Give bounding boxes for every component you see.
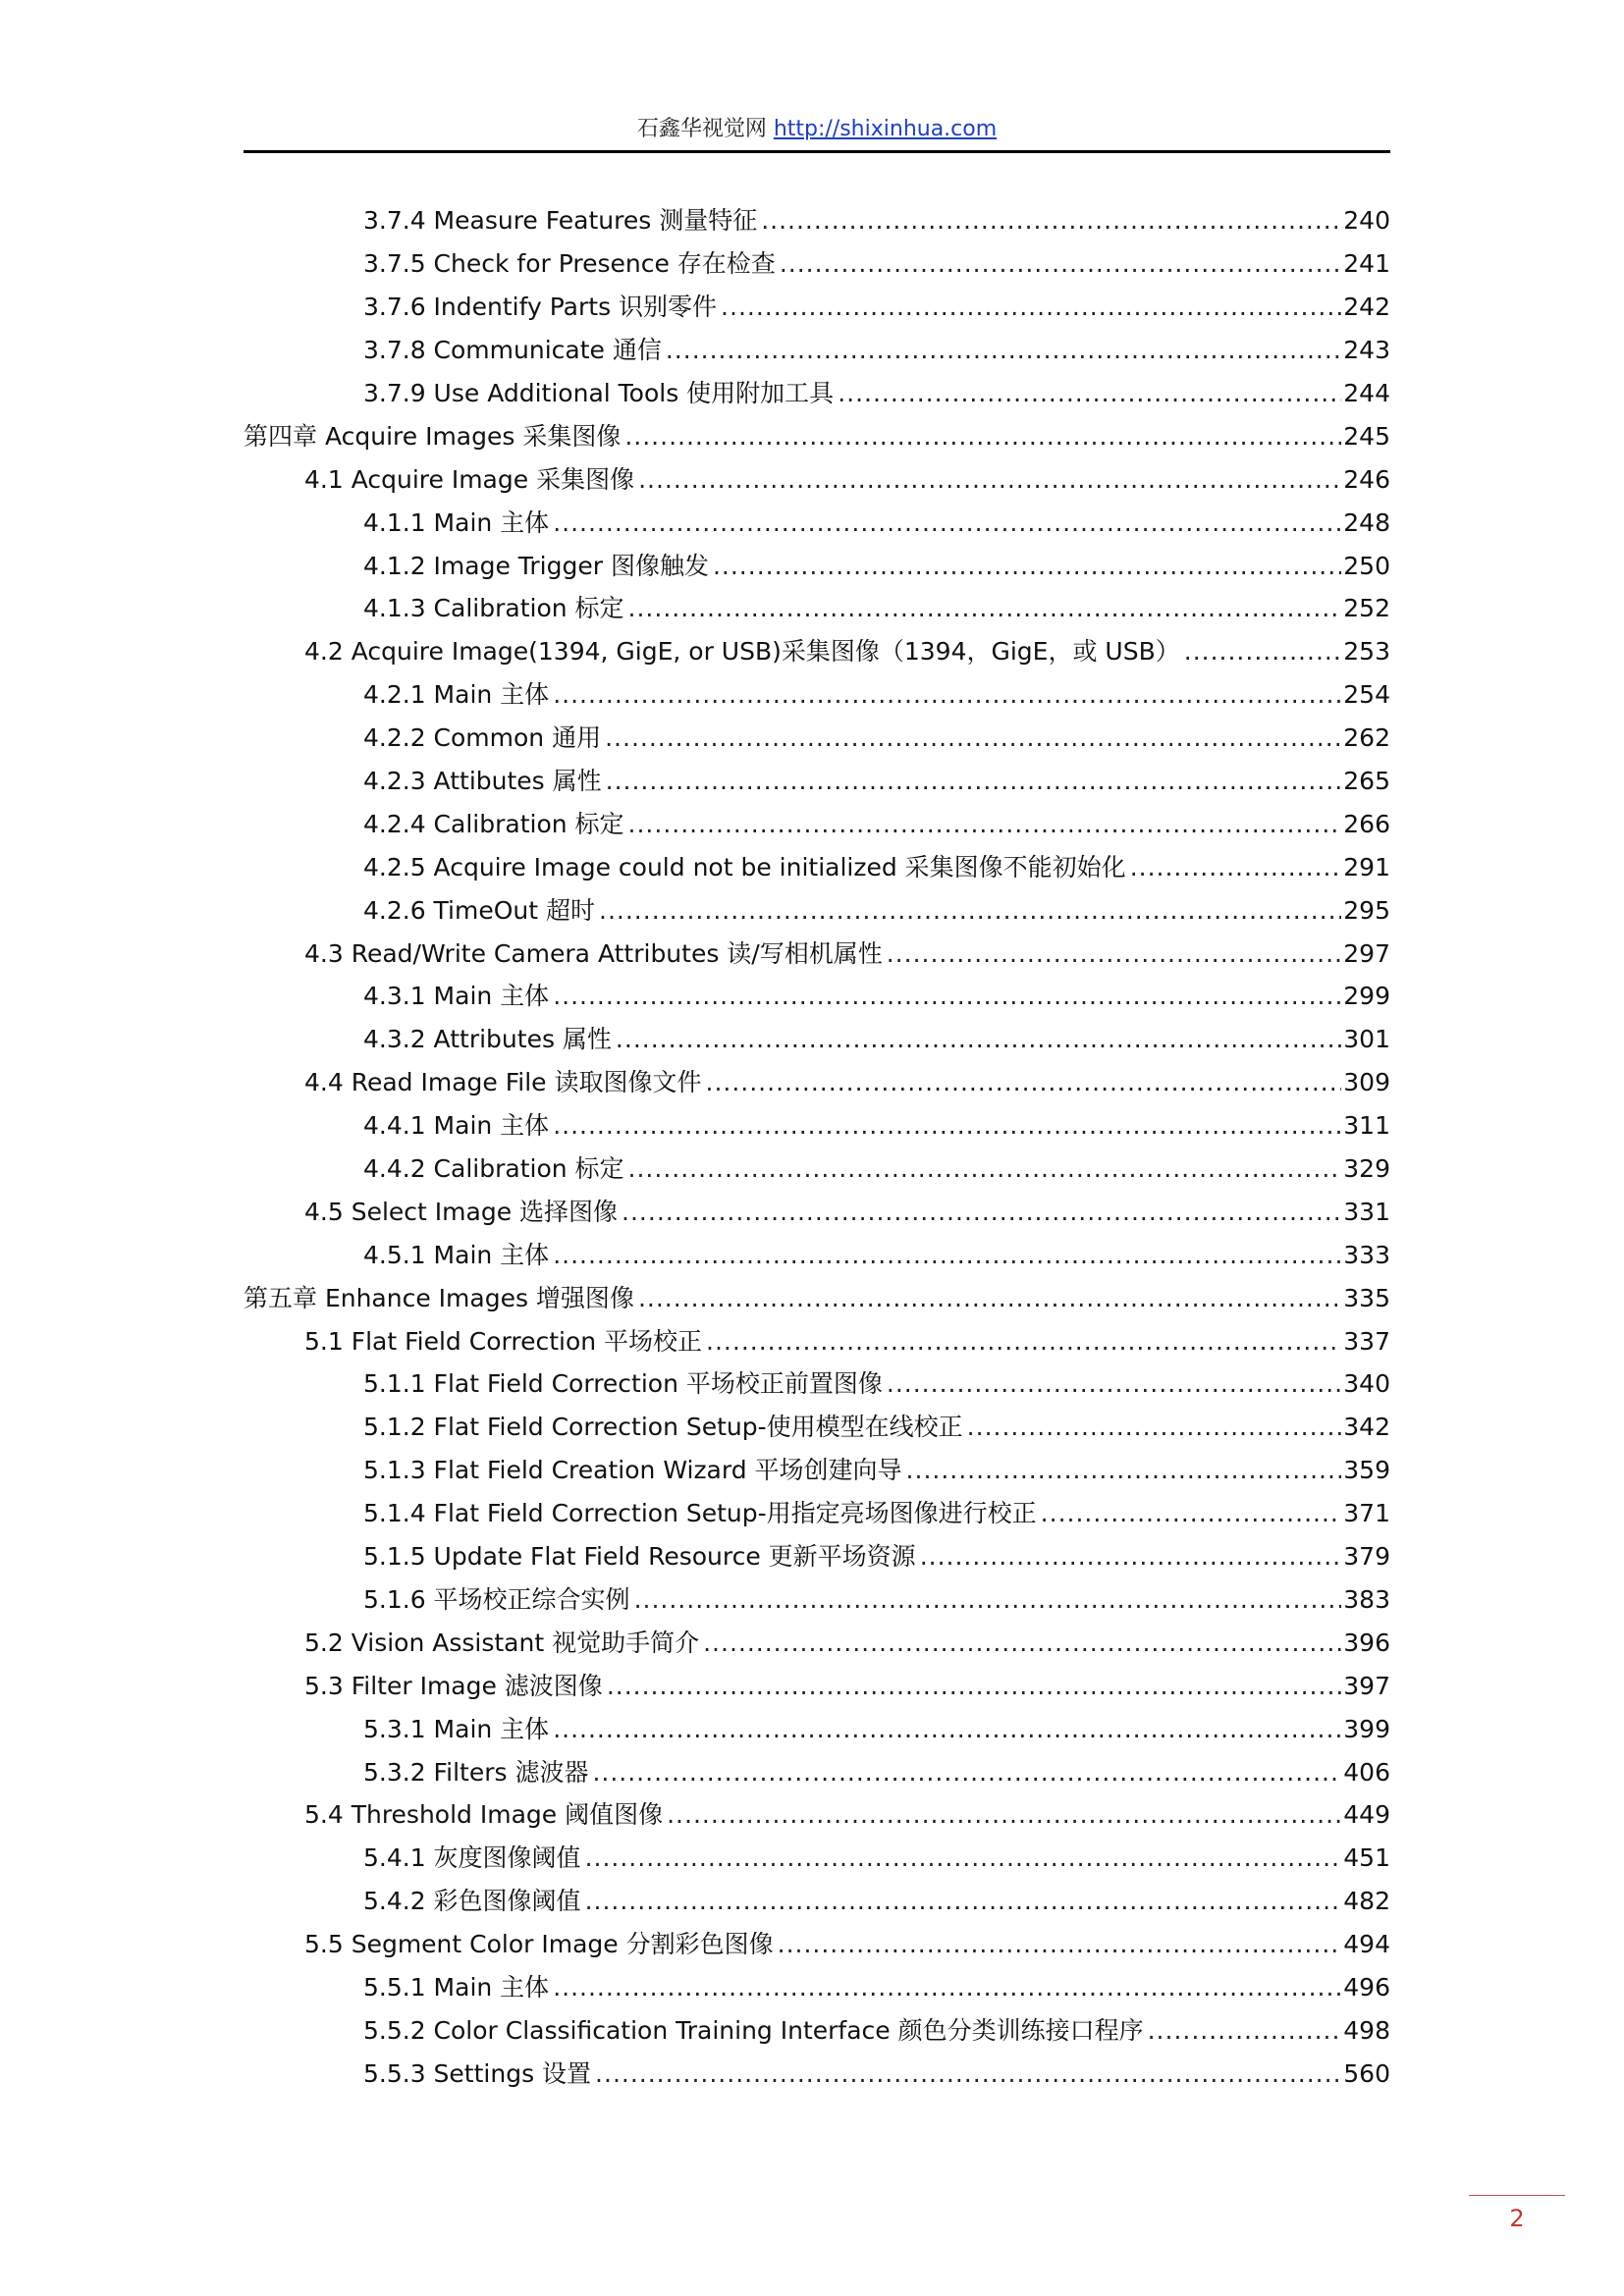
- toc-entry-title: 4.3 Read/Write Camera Attributes 读/写相机属性: [304, 938, 883, 968]
- toc-entry-title: 3.7.8 Communicate 通信: [363, 336, 662, 365]
- toc-entry-page: 331: [1343, 1197, 1390, 1226]
- toc-entry-title: 4.4 Read Image File 读取图像文件: [304, 1068, 702, 1097]
- toc-entry-page: 265: [1343, 767, 1390, 796]
- toc-dot-leader: [1041, 1501, 1342, 1525]
- toc-entry[interactable]: [244, 1621, 1390, 1664]
- toc-entry[interactable]: [244, 630, 1390, 673]
- toc-entry-title: 4.5.1 Main 主体: [363, 1240, 550, 1269]
- toc-entry[interactable]: [244, 329, 1390, 372]
- toc-entry-title: 5.4 Threshold Image 阈值图像: [304, 1800, 664, 1830]
- toc-entry-page: 299: [1343, 982, 1390, 1011]
- toc-dot-leader: [585, 1889, 1342, 1913]
- toc-entry[interactable]: [244, 1148, 1390, 1191]
- toc-entry[interactable]: [244, 286, 1390, 329]
- toc-entry-page: 248: [1343, 507, 1390, 537]
- footer-divider: [1469, 2195, 1565, 2196]
- toc-entry[interactable]: [244, 1966, 1390, 2009]
- toc-entry-page: 397: [1343, 1671, 1390, 1700]
- toc-entry-title: 4.2.4 Calibration 标定: [363, 809, 624, 838]
- toc-dot-leader: [1148, 2018, 1342, 2043]
- toc-entry-title: 5.5.1 Main 主体: [363, 1972, 550, 2002]
- toc-dot-leader: [667, 1802, 1341, 1827]
- toc-entry-page: 340: [1343, 1369, 1390, 1399]
- toc-entry-title: 3.7.6 Indentify Parts 识别零件: [363, 293, 718, 322]
- toc-dot-leader: [628, 1156, 1342, 1181]
- toc-dot-leader: [616, 1027, 1341, 1051]
- toc-dot-leader: [553, 1975, 1341, 2000]
- toc-entry[interactable]: [244, 673, 1390, 717]
- toc-dot-leader: [553, 682, 1341, 707]
- toc-entry-title: 4.3.1 Main 主体: [363, 982, 550, 1011]
- toc-entry[interactable]: [244, 717, 1390, 760]
- toc-dot-leader: [638, 467, 1341, 492]
- toc-entry-page: 494: [1343, 1930, 1390, 1959]
- page-number: 2: [1509, 2205, 1525, 2232]
- toc-entry[interactable]: [244, 1578, 1390, 1622]
- toc-entry-page: 254: [1343, 680, 1390, 710]
- toc-entry-title: 5.5.2 Color Classification Training Interface 颜色分类训练接口程序: [363, 2015, 1144, 2045]
- toc-entry-title: 3.7.4 Measure Features 测量特征: [363, 206, 758, 236]
- toc-entry[interactable]: [244, 457, 1390, 501]
- toc-entry[interactable]: [244, 199, 1390, 242]
- toc-entry-title: 5.1.4 Flat Field Correction Setup-用指定亮场图像进行校正: [363, 1499, 1037, 1528]
- toc-entry-title: 5.1.3 Flat Field Creation Wizard 平场创建向导: [363, 1456, 902, 1485]
- toc-entry[interactable]: [244, 1492, 1390, 1535]
- toc-entry[interactable]: [244, 2052, 1390, 2095]
- toc-entry-page: 245: [1343, 421, 1390, 451]
- toc-entry[interactable]: [244, 242, 1390, 286]
- toc-entry-title: 4.2.1 Main 主体: [363, 680, 550, 710]
- toc-entry[interactable]: [244, 1837, 1390, 1880]
- toc-entry-page: 297: [1343, 938, 1390, 968]
- toc-entry[interactable]: [244, 587, 1390, 630]
- toc-entry[interactable]: [244, 1664, 1390, 1707]
- toc-entry-page: 498: [1343, 2015, 1390, 2045]
- toc-dot-leader: [622, 1200, 1341, 1224]
- page-header: [244, 110, 1390, 149]
- toc-entry-page: 396: [1343, 1628, 1390, 1657]
- toc-dot-leader: [780, 251, 1341, 276]
- toc-entry[interactable]: [244, 372, 1390, 415]
- toc-entry[interactable]: [244, 888, 1390, 932]
- toc-entry-page: 252: [1343, 594, 1390, 623]
- toc-entry-page: 379: [1343, 1542, 1390, 1572]
- toc-entry-page: 371: [1343, 1499, 1390, 1528]
- toc-dot-leader: [634, 1587, 1342, 1612]
- toc-dot-leader: [706, 1329, 1341, 1354]
- toc-entry[interactable]: [244, 1319, 1390, 1362]
- toc-dot-leader: [605, 725, 1341, 750]
- toc-dot-leader: [607, 1674, 1341, 1698]
- toc-entry-title: 5.1 Flat Field Correction 平场校正: [304, 1326, 703, 1356]
- toc-entry-page: 335: [1343, 1283, 1390, 1312]
- toc-entry-title: 5.5 Segment Color Image 分割彩色图像: [304, 1930, 774, 1959]
- toc-dot-leader: [595, 2061, 1341, 2086]
- toc-entry-title: 5.2 Vision Assistant 视觉助手简介: [304, 1628, 700, 1657]
- toc-entry-page: 262: [1343, 723, 1390, 753]
- toc-entry-page: 240: [1343, 206, 1390, 236]
- toc-entry-page: 243: [1343, 336, 1390, 365]
- toc-entry[interactable]: [244, 1707, 1390, 1750]
- toc-entry[interactable]: [244, 1362, 1390, 1406]
- toc-entry[interactable]: [244, 1750, 1390, 1793]
- toc-entry-title: 4.4.2 Calibration 标定: [363, 1154, 624, 1184]
- toc-entry-page: 496: [1343, 1972, 1390, 2002]
- toc-entry-title: 5.3.1 Main 主体: [363, 1714, 550, 1743]
- toc-entry-page: 241: [1343, 249, 1390, 279]
- toc-dot-leader: [628, 812, 1342, 836]
- toc-dot-leader: [553, 1717, 1341, 1741]
- toc-dot-leader: [920, 1544, 1342, 1569]
- toc-entry-title: 4.2 Acquire Image(1394, GigE, or USB)采集图像（1394，GigE，或 USB）: [304, 637, 1180, 667]
- toc-entry-title: 4.2.5 Acquire Image could not be initialized 采集图像不能初始化: [363, 852, 1126, 881]
- toc-dot-leader: [703, 1630, 1341, 1655]
- toc-entry-title: 5.1.6 平场校正综合实例: [363, 1584, 630, 1614]
- toc-entry-title: 5.5.3 Settings 设置: [363, 2058, 592, 2088]
- toc-entry-title: 4.2.6 TimeOut 超时: [363, 895, 596, 925]
- toc-entry-page: 329: [1343, 1154, 1390, 1184]
- toc-entry-title: 5.1.2 Flat Field Correction Setup-使用模型在线校正: [363, 1413, 963, 1442]
- toc-dot-leader: [638, 1286, 1341, 1310]
- toc-entry[interactable]: [244, 1190, 1390, 1233]
- toc-entry-page: 383: [1343, 1584, 1390, 1614]
- toc-entry-page: 311: [1343, 1111, 1390, 1141]
- toc-dot-leader: [628, 596, 1342, 620]
- toc-dot-leader: [887, 941, 1342, 966]
- toc-dot-leader: [553, 984, 1341, 1008]
- toc-dot-leader: [624, 424, 1341, 449]
- toc-dot-leader: [592, 1760, 1341, 1785]
- toc-entry-page: 399: [1343, 1714, 1390, 1743]
- toc-entry-title: 4.1.1 Main 主体: [363, 507, 550, 537]
- toc-entry-title: 4.3.2 Attributes 属性: [363, 1025, 612, 1054]
- toc-entry-page: 333: [1343, 1240, 1390, 1269]
- toc-entry-page: 291: [1343, 852, 1390, 881]
- toc-dot-leader: [606, 769, 1342, 793]
- toc-entry-page: 359: [1343, 1456, 1390, 1485]
- toc-dot-leader: [713, 554, 1341, 578]
- toc-entry-title: 5.3.2 Filters 滤波器: [363, 1757, 589, 1787]
- toc-entry-title: 4.4.1 Main 主体: [363, 1111, 550, 1141]
- site-url-link[interactable]: http://shixinhua.com: [773, 117, 998, 141]
- toc-entry[interactable]: [244, 1449, 1390, 1492]
- toc-entry[interactable]: [244, 802, 1390, 845]
- toc-dot-leader: [1130, 855, 1342, 880]
- toc-entry[interactable]: [244, 845, 1390, 888]
- toc-entry[interactable]: [244, 760, 1390, 803]
- toc-entry-title: 5.4.1 灰度图像阈值: [363, 1843, 581, 1873]
- site-name: 石鑫华视觉网: [636, 117, 767, 141]
- toc-dot-leader: [1184, 639, 1342, 664]
- toc-entry-title: 4.1.3 Calibration 标定: [363, 594, 624, 623]
- toc-entry[interactable]: [244, 932, 1390, 975]
- toc-entry-title: 4.5 Select Image 选择图像: [304, 1197, 619, 1226]
- toc-dot-leader: [887, 1371, 1341, 1396]
- toc-entry-page: 406: [1343, 1757, 1390, 1787]
- toc-entry-title: 3.7.9 Use Additional Tools 使用附加工具: [363, 379, 835, 407]
- toc-entry-page: 560: [1343, 2058, 1390, 2088]
- toc-entry-title: 5.4.2 彩色图像阈值: [363, 1887, 581, 1916]
- toc-entry-title: 4.1 Acquire Image 采集图像: [304, 464, 635, 494]
- toc-dot-leader: [666, 338, 1341, 362]
- table-of-contents: [244, 199, 1390, 2095]
- toc-dot-leader: [553, 510, 1341, 535]
- toc-entry[interactable]: [244, 975, 1390, 1018]
- toc-entry[interactable]: [244, 1535, 1390, 1578]
- toc-entry[interactable]: [244, 1923, 1390, 1966]
- toc-entry-page: 244: [1343, 379, 1390, 407]
- toc-entry[interactable]: [244, 1061, 1390, 1104]
- toc-dot-leader: [585, 1845, 1342, 1870]
- toc-entry-page: 337: [1343, 1326, 1390, 1356]
- toc-dot-leader: [599, 898, 1341, 923]
- toc-entry-page: 482: [1343, 1887, 1390, 1916]
- toc-entry-title: 4.2.3 Attibutes 属性: [363, 767, 602, 796]
- toc-dot-leader: [761, 208, 1341, 233]
- toc-entry[interactable]: [244, 1018, 1390, 1061]
- toc-entry-page: 295: [1343, 895, 1390, 925]
- toc-entry[interactable]: [244, 1233, 1390, 1276]
- toc-dot-leader: [906, 1458, 1342, 1482]
- toc-entry-title: 5.3 Filter Image 滤波图像: [304, 1671, 603, 1700]
- toc-entry[interactable]: [244, 1276, 1390, 1319]
- toc-entry[interactable]: [244, 544, 1390, 587]
- toc-entry-title: 第五章 Enhance Images 增强图像: [244, 1283, 634, 1312]
- toc-entry[interactable]: [244, 1880, 1390, 1923]
- toc-entry-page: 242: [1343, 293, 1390, 322]
- toc-dot-leader: [553, 1113, 1341, 1138]
- toc-entry-title: 3.7.5 Check for Presence 存在检查: [363, 249, 776, 279]
- toc-entry-title: 4.1.2 Image Trigger 图像触发: [363, 551, 709, 580]
- header-divider: [244, 150, 1390, 153]
- toc-entry[interactable]: [244, 414, 1390, 457]
- toc-entry[interactable]: [244, 1104, 1390, 1148]
- toc-entry-page: 451: [1343, 1843, 1390, 1873]
- toc-dot-leader: [838, 381, 1341, 405]
- toc-entry-page: 253: [1343, 637, 1390, 667]
- toc-entry-page: 449: [1343, 1800, 1390, 1830]
- toc-entry[interactable]: [244, 501, 1390, 544]
- toc-dot-leader: [706, 1070, 1342, 1095]
- toc-entry-page: 246: [1343, 464, 1390, 494]
- toc-entry-title: 5.1.5 Update Flat Field Resource 更新平场资源: [363, 1542, 916, 1572]
- toc-entry-page: 266: [1343, 809, 1390, 838]
- toc-entry-title: 5.1.1 Flat Field Correction 平场校正前置图像: [363, 1369, 883, 1399]
- toc-entry-page: 250: [1343, 551, 1390, 580]
- toc-entry-title: 4.2.2 Common 通用: [363, 723, 602, 753]
- toc-entry-page: 301: [1343, 1025, 1390, 1054]
- toc-entry[interactable]: [244, 1406, 1390, 1449]
- toc-entry-page: 309: [1343, 1068, 1390, 1097]
- toc-dot-leader: [721, 294, 1341, 319]
- toc-dot-leader: [778, 1932, 1342, 1956]
- toc-dot-leader: [967, 1415, 1342, 1439]
- toc-entry[interactable]: [244, 2008, 1390, 2052]
- toc-entry-title: 第四章 Acquire Images 采集图像: [244, 421, 622, 451]
- toc-entry[interactable]: [244, 1793, 1390, 1837]
- toc-entry-page: 342: [1343, 1413, 1390, 1442]
- toc-dot-leader: [553, 1243, 1341, 1267]
